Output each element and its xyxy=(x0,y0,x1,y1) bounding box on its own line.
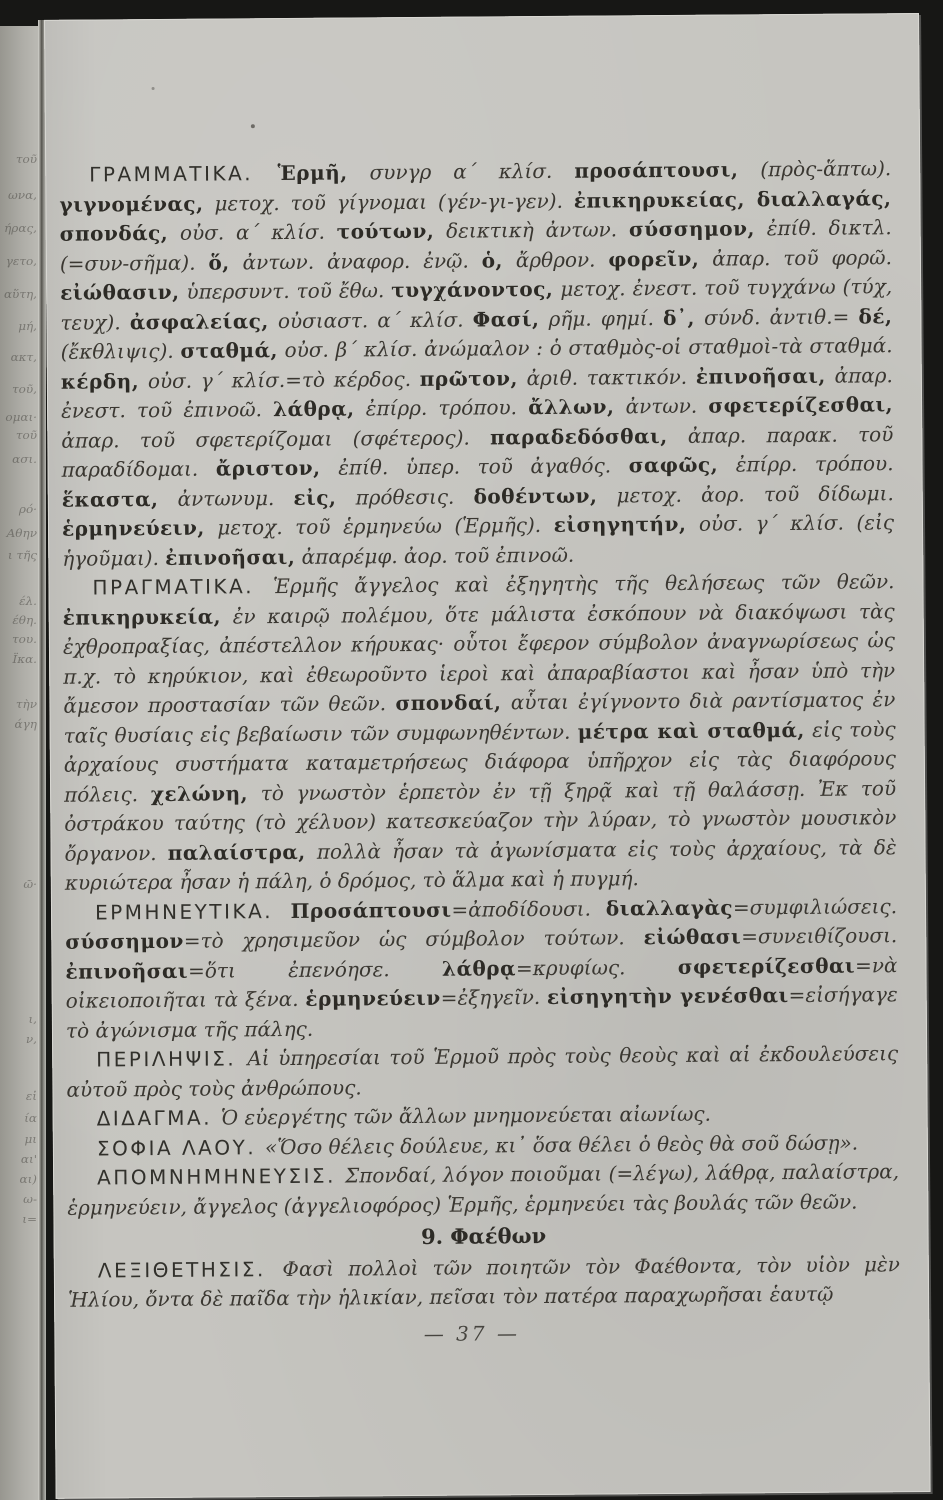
lexicon-headword: ἐπινοῆσαι, xyxy=(165,544,296,570)
lexicon-headword: ἕκαστα, xyxy=(61,486,159,512)
body-text-run: ἀπαρ. τοῦ σφετερίζομαι (σφέτερος). xyxy=(61,424,491,453)
body-text-run: =ἀποδίδουσι. xyxy=(451,895,606,922)
body-text-run: =συνειθίζουσι. xyxy=(741,923,898,949)
facing-page-text-fragment: Ϊκα. xyxy=(12,652,37,666)
facing-page-text-fragment: τοῦ xyxy=(15,152,37,166)
body-text-run: =συμφιλιώσεις. xyxy=(732,893,898,919)
facing-page-text-fragment: γετο, xyxy=(5,254,37,268)
facing-page-text-fragment: ν, xyxy=(25,1032,37,1046)
body-text-run: τὸ γνωστὸν ἑρπετὸν ἐν τῇ ξηρᾷ καὶ τῇ θαλάσσῃ. Ἐκ τοῦ ὀστράκου ταύτης (τὸ χέλυον) κατεσκεύαζον τὴν λύραν, τὸ γνωστὸν μουσικὸν ὄργανον. xyxy=(64,775,897,866)
facing-page-text-fragment: ι, xyxy=(28,1012,37,1026)
lexicon-headword: εἰσηγητήν, xyxy=(553,511,687,537)
paragraph xyxy=(65,892,898,1046)
lexicon-headword: σύσσημον xyxy=(65,928,184,954)
body-text-run: ρῆμ. φημί. xyxy=(539,305,664,331)
body-text-run: =νὰ οἰκειοποιῆται τὰ ξένα. xyxy=(65,952,898,1013)
body-text-run: ἀντων. ἀναφορ. ἐνῷ. xyxy=(229,247,482,274)
lexicon-headword: φορεῖν, xyxy=(608,246,700,271)
facing-page-text-fragment: Αθην xyxy=(6,526,37,540)
lexicon-headword: κέρδη, xyxy=(60,368,140,394)
lexicon-headword: δ᾽, xyxy=(663,305,696,330)
body-text-run: Σπονδαί, λόγον ποιοῦμαι (=λέγω), λάθρᾳ, παλαίστρα, ἑρμηνεύειν, ἄγγελος (ἀγγελιοφόρος) Ἑρμῆς, ἑρμηνεύει τὰς βουλάς τῶν θεῶν. xyxy=(67,1159,900,1220)
facing-page-text-fragment: άγη xyxy=(14,717,37,731)
facing-page-edge xyxy=(0,26,40,1500)
body-text-run: Φασὶ πολλοὶ τῶν ποιητῶν τὸν Φαέθοντα, τὸν υἱὸν μὲν Ἡλίου, ὄντα δὲ παῖδα τὴν ἡλικίαν, πεῖσαι τὸν πατέρα παραχωρῆσαι ἑαυτῷ xyxy=(67,1251,900,1312)
body-text-run: οὐσ. γ΄ κλίσ.=τὸ κέρδος. xyxy=(139,366,420,393)
lexicon-headword: δέ, xyxy=(858,303,893,328)
paragraph xyxy=(67,1157,899,1223)
body-text-run: «Ὅσο θέλεις δούλευε, κι᾽ ὅσα θέλει ὁ θεὸς θὰ σοῦ δώσῃ». xyxy=(264,1130,859,1159)
body-text-run: =κρυφίως. xyxy=(515,954,678,980)
body-text-run: Ὁ εὐεργέτης τῶν ἄλλων μνημονεύεται αἰωνίως. xyxy=(220,1101,712,1130)
ink-speck xyxy=(251,124,255,128)
section-label: ΠΡΑΓΜΑΤΙΚΑ. xyxy=(92,574,274,600)
body-text-run: ἐπίρρ. τρόπου. xyxy=(354,395,529,421)
facing-page-text-fragment: έθη. xyxy=(12,613,37,627)
body-text-run: ἀπαρ. τοῦ φορῶ. xyxy=(699,244,892,271)
paragraph xyxy=(62,567,897,898)
paragraph xyxy=(66,1039,898,1105)
lexicon-headword: ἄλλων, xyxy=(528,394,615,420)
facing-page-text-fragment: ι τῆς xyxy=(7,548,37,562)
body-text-run: ἀντων. xyxy=(614,393,709,419)
facing-page-text-fragment: αὕτη, xyxy=(3,287,37,301)
lexicon-headword: ἐπινοῆσαι, xyxy=(695,363,826,389)
body-text-run: ἀπαρ. ἐνεστ. τοῦ ἐπινοῶ. xyxy=(61,362,893,423)
body-text-run: δεικτικὴ ἀντων. xyxy=(434,217,629,243)
lexicon-headword: μέτρα καὶ σταθμά, xyxy=(577,717,805,744)
section-label: ΛΕΞΙΘΕΤΗΣΙΣ. xyxy=(97,1256,283,1282)
lexicon-headword: ὁ, xyxy=(481,247,504,272)
body-text-run: (ἔκθλιψις). xyxy=(60,338,181,364)
body-text-run: ἀπαρ. παρακ. τοῦ παραδίδομαι. xyxy=(61,421,894,482)
facing-page-text-fragment: ομαι· xyxy=(5,410,37,424)
section-label: ΕΡΜΗΝΕΥΤΙΚΑ. xyxy=(94,898,291,924)
facing-page-text-fragment: μι xyxy=(24,1132,37,1146)
lexicon-headword: σφετερίζεσθαι xyxy=(677,953,856,979)
lexicon-headword: σπονδαί, xyxy=(395,690,502,716)
facing-page-text-fragment: εἰ xyxy=(25,1089,37,1103)
lexicon-headword: προσάπτουσι, xyxy=(574,157,739,183)
lexicon-headword: Προσάπτουσι xyxy=(290,897,452,923)
facing-page-text-fragment: αι) xyxy=(19,1172,37,1186)
lexicon-headword: ἐπικηρυκείας, διαλλαγάς, σπονδάς, xyxy=(59,185,892,246)
lexicon-headword: ἀσφαλείας, xyxy=(129,308,269,334)
lesson-heading-text: 9. Φαέθων xyxy=(420,1222,547,1249)
body-text-run: οὐσ. γ΄ κλίσ. (εἰς ἡγοῦμαι). xyxy=(62,510,895,571)
body-text-run: ἐπίθ. δικτλ. (=συν-σῆμα). xyxy=(59,215,892,276)
lexicon-headword: εἰώθασιν, xyxy=(60,279,180,305)
paragraph xyxy=(59,154,894,574)
body-text-run: Αἱ ὑπηρεσίαι τοῦ Ἑρμοῦ πρὸς τοὺς θεοὺς καὶ αἱ ἐκδουλεύσεις αὐτοῦ πρὸς τοὺς ἀνθρώπους. xyxy=(66,1041,899,1102)
body-text-run: =ἐξηγεῖν. xyxy=(440,984,548,1010)
body-text-run: μετοχ. ἀορ. τοῦ δίδωμι. xyxy=(597,480,894,508)
lexicon-headword: εἰώθασι xyxy=(643,924,742,950)
lexicon-headword: παλαίστρα, xyxy=(167,839,306,865)
lexicon-headword: τυγχάνοντος, xyxy=(391,276,554,303)
body-text-run: ἀριθ. τακτικόν. xyxy=(517,364,696,390)
facing-page-text-fragment: αι' xyxy=(20,1152,37,1166)
body-text-run: συνγρ α΄ κλίσ. xyxy=(347,158,575,185)
facing-page-text-fragment: ρό· xyxy=(18,502,37,516)
body-text-run: ἀπαρέμφ. ἀορ. τοῦ ἐπινοῶ. xyxy=(295,542,575,569)
body-text-run: μετοχ. τοῦ ἑρμηνεύω (Ἑρμῆς). xyxy=(204,512,554,540)
lexicon-headword: ἐπικηρυκεία, xyxy=(62,604,222,630)
facing-page-text-fragment: του. xyxy=(12,632,37,646)
lexicon-headword: χελώνη, xyxy=(150,780,249,806)
facing-page-text-fragment: ι= xyxy=(22,1212,37,1226)
lexicon-headword: πρῶτον, xyxy=(419,365,518,391)
lexicon-headword: σφετερίζεσθαι, xyxy=(708,392,894,418)
lexicon-headword: Ἑρμῆ, xyxy=(277,160,348,186)
lexicon-headword: εἰς, xyxy=(293,485,337,510)
lexicon-headword: σταθμά, xyxy=(180,338,278,363)
body-text-run: ἄρθρον. xyxy=(502,246,609,272)
body-text-run: =εἰσήγαγε τὸ ἀγώνισμα τῆς πάλης. xyxy=(65,982,898,1043)
book-page xyxy=(44,13,931,1499)
lexicon-headword: ἑρμηνεύειν, xyxy=(61,515,205,541)
body-text-run: =ὅτι ἐπενόησε. xyxy=(187,956,443,983)
lexicon-headword: ὅ, xyxy=(208,249,230,275)
facing-page-text-fragment: ῶ· xyxy=(23,877,37,891)
body-text-run: =τὸ χρησιμεῦον ὡς σύμβολον τούτων. xyxy=(183,925,644,953)
lexicon-headword: ἄριστον, xyxy=(215,455,321,481)
body-text-run: μετοχ. τοῦ γίγνομαι (γέν-γι-γεν). xyxy=(203,188,574,216)
text-block xyxy=(59,154,900,1315)
facing-page-text-fragment: ήρας, xyxy=(4,221,37,235)
lexicon-headword: σύσσημον, xyxy=(628,216,755,242)
body-text-run: οὐσ. α΄ κλίσ. xyxy=(168,219,337,245)
section-label: ΔΙΔΑΓΜΑ. xyxy=(96,1105,221,1131)
facing-page-text-fragment: ία xyxy=(24,1111,37,1125)
body-text-run: πολλὰ ἦσαν τὰ ἀγωνίσματα εἰς τοὺς ἀρχαίους, τὰ δὲ κυριώτερα ἦσαν ἡ πάλη, ὁ δρόμος, τὸ ἅλμα καὶ ἡ πυγμή. xyxy=(64,834,897,895)
facing-page-text-fragment: τὴν xyxy=(15,697,37,711)
facing-page-text-fragment: ωνα, xyxy=(8,188,37,202)
lexicon-headword: διαλλαγὰς xyxy=(605,894,734,920)
page-number: — 37 — xyxy=(423,1321,521,1346)
facing-page-text-fragment: μή, xyxy=(18,319,37,333)
section-label: ΠΕΡΙΛΗΨΙΣ. xyxy=(96,1046,248,1072)
section-label: ΓΡΑΜΜΑΤΙΚΑ. xyxy=(89,161,278,187)
body-text-run: ἐν καιρῷ πολέμου, ὅτε μάλιστα ἐσκόπουν νὰ διακόψωσι τὰς ἐχθροπραξίας, ἀπέστελλον κήρυκας· οὗτοι ἔφερον σύμβολον ἀναγνωρίσεως ὡς π.χ. τὸ κηρύκιον, καὶ ἐθεωροῦντο ἱεροὶ καὶ ἀπαραβίαστοι καὶ ἦσαν ὑπὸ τὴν ἄμεσον προστασίαν τῶν θεῶν. xyxy=(62,598,896,718)
lexicon-headword: γιγνομένας, xyxy=(59,191,204,217)
body-text-run: σύνδ. ἀντιθ.= xyxy=(694,303,859,330)
lexicon-headword: λάθρᾳ, xyxy=(273,396,355,422)
section-label: ΣΟΦΙΑ ΛΑΟΥ. xyxy=(96,1134,266,1160)
body-text-run: ἐπίρρ. τρόπου. xyxy=(718,451,894,477)
body-text-run: Ἑρμῆς ἄγγελος καὶ ἐξηγητὴς τῆς θελήσεως τῶν θεῶν. xyxy=(273,569,895,599)
body-text-run: οὐσιαστ. α΄ κλίσ. xyxy=(268,307,473,333)
ink-speck xyxy=(152,87,155,90)
body-text-run: (πρὸς-ἅπτω). xyxy=(738,156,892,182)
facing-page-text-fragment: τοῦ xyxy=(15,428,37,442)
lexicon-headword: ἑρμηνεύειν xyxy=(305,985,441,1011)
paragraph xyxy=(68,1250,900,1316)
body-text-run: μετοχ. ἐνεστ. τοῦ τυγχάνω (τύχ, τευχ). xyxy=(60,274,893,335)
lexicon-headword: ἐπινοῆσαι xyxy=(65,958,189,984)
lexicon-headword: δοθέντων, xyxy=(473,483,598,509)
facing-page-text-fragment: ω- xyxy=(23,1192,37,1206)
body-text-run: ἐπίθ. ὑπερ. τοῦ ἀγαθός. xyxy=(320,453,629,480)
body-text-run: οὐσ. β΄ κλίσ. ἀνώμαλον : ὁ σταθμὸς-οἱ σταθμοὶ-τὰ σταθμά. xyxy=(277,333,893,363)
body-text-run: ὑπερσυντ. τοῦ ἔθω. xyxy=(179,278,392,304)
lexicon-headword: Φασί, xyxy=(472,306,540,332)
body-text-run: αὗται ἐγίγνοντο διὰ ραντίσματος ἐν ταῖς θυσίαις εἰς βεβαίωσιν τῶν συμφωνηθέντων. xyxy=(63,687,896,748)
facing-page-text-fragment: τοῦ, xyxy=(12,382,37,396)
lexicon-headword: παραδεδόσθαι, xyxy=(489,423,668,449)
body-text-run: πρόθεσις. xyxy=(336,484,474,510)
lexicon-headword: εἰσηγητὴν γενέσθαι xyxy=(546,983,789,1009)
lexicon-headword: τούτων, xyxy=(336,218,435,244)
lexicon-headword: λάθρᾳ xyxy=(441,955,517,981)
facing-page-text-fragment: ακτ, xyxy=(10,350,37,364)
facing-page-text-fragment: έλ. xyxy=(19,594,37,608)
lexicon-headword: σαφῶς, xyxy=(628,452,719,478)
section-label: ΑΠΟΜΝΗΜΗΝΕΥΣΙΣ. xyxy=(97,1163,346,1190)
body-text-run: ἀντωνυμ. xyxy=(158,485,294,511)
facing-page-text-fragment: ασι. xyxy=(12,452,37,466)
body-text-run: εἰς τοὺς ἀρχαίους συστήματα καταμετρήσεως διάφορα ὑπῆρχον εἰς τὰς διαφόρους πόλεις. xyxy=(63,716,896,807)
